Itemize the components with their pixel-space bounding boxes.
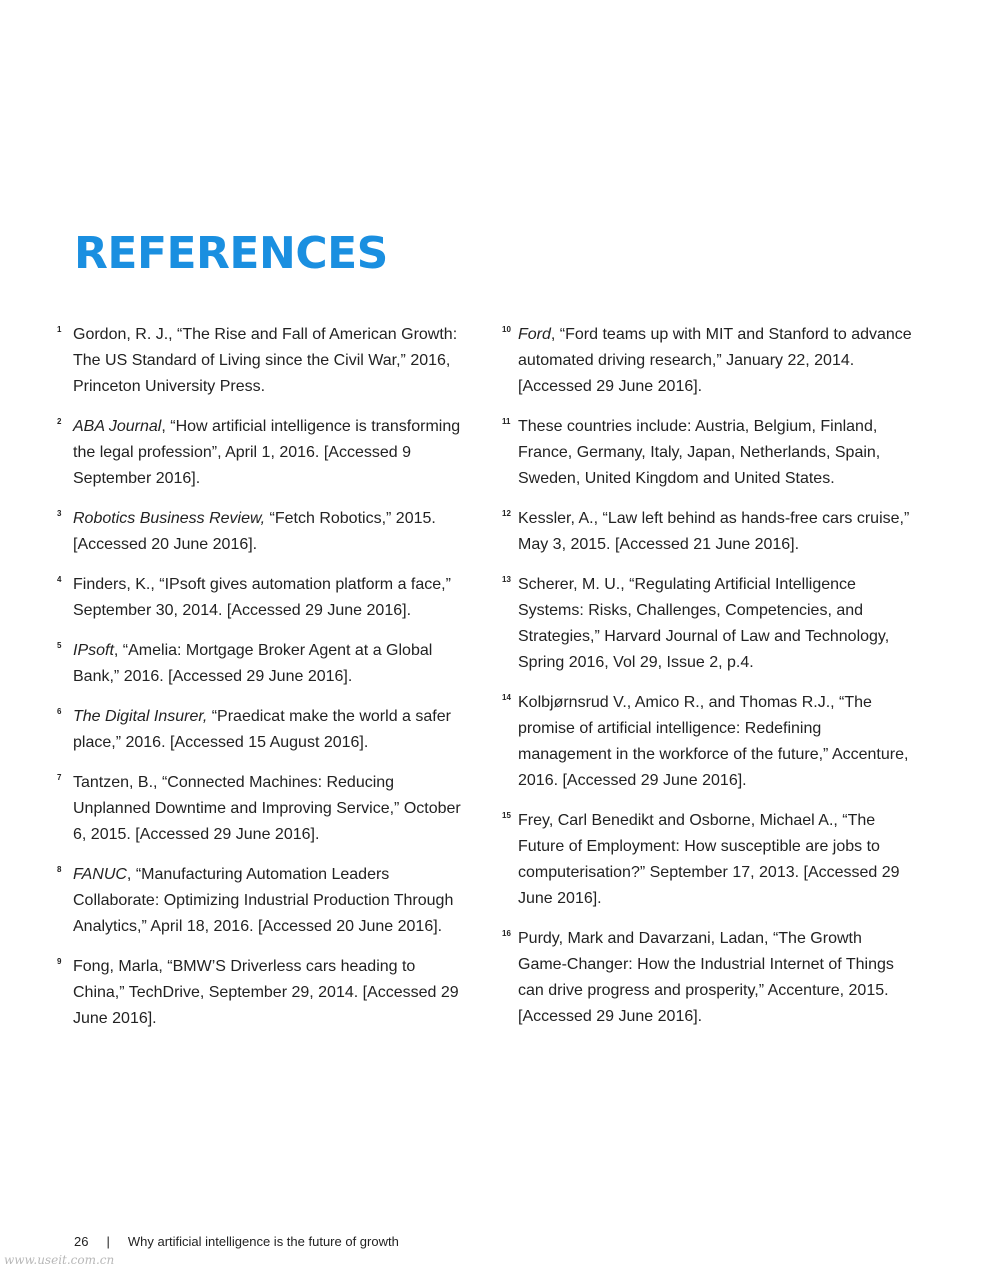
reference-number: 6 bbox=[57, 707, 62, 716]
reference-number: 16 bbox=[502, 929, 511, 938]
reference-text: Purdy, Mark and Davarzani, Ladan, “The Growth Game-Changer: How the Industrial Internet of Things can drive progress and prosperity,” Accenture, 2015. [Accessed 29 June 2016]. bbox=[518, 930, 894, 1025]
reference-number: 13 bbox=[502, 575, 511, 584]
reference-item bbox=[57, 572, 467, 624]
reference-number: 2 bbox=[57, 417, 62, 426]
reference-item bbox=[502, 690, 912, 794]
watermark: www.useit.com.cn bbox=[4, 1253, 115, 1267]
reference-text: Fong, Marla, “BMW’S Driverless cars heading to China,” TechDrive, September 29, 2014. [Accessed 29 June 2016]. bbox=[73, 958, 459, 1027]
reference-item bbox=[57, 638, 467, 690]
reference-item bbox=[57, 954, 467, 1032]
reference-number: 14 bbox=[502, 693, 511, 702]
reference-item bbox=[502, 926, 912, 1030]
reference-item bbox=[57, 770, 467, 848]
reference-item bbox=[57, 414, 467, 492]
reference-number: 11 bbox=[502, 417, 511, 426]
reference-text: Scherer, M. U., “Regulating Artificial Intelligence Systems: Risks, Challenges, Competencies, and Strategies,” Harvard Journal of Law and Technology, Spring 2016, Vol 29, Issue 2, p.4. bbox=[518, 576, 890, 671]
reference-text: These countries include: Austria, Belgium, Finland, France, Germany, Italy, Japan, Netherlands, Spain, Sweden, United Kingdom and United States. bbox=[518, 418, 881, 487]
reference-item bbox=[502, 572, 912, 676]
reference-text: Kolbjørnsrud V., Amico R., and Thomas R.J., “The promise of artificial intelligence: Redefining management in the workforce of the future,” Accenture, 2016. [Accessed 29 June 2016]. bbox=[518, 694, 909, 789]
reference-text: , “Amelia: Mortgage Broker Agent at a Global Bank,” 2016. [Accessed 29 June 2016]. bbox=[73, 642, 433, 685]
references-column-right bbox=[502, 322, 912, 1044]
reference-source: The Digital Insurer, bbox=[73, 708, 208, 725]
page-footer bbox=[74, 1234, 399, 1249]
reference-number: 9 bbox=[57, 957, 62, 966]
reference-item bbox=[502, 322, 912, 400]
reference-text: “Praedicat make the world a safer place,” 2016. [Accessed 15 August 2016]. bbox=[73, 708, 451, 751]
page-title: REFERENCES bbox=[74, 228, 388, 279]
reference-number: 4 bbox=[57, 575, 62, 584]
reference-item bbox=[57, 704, 467, 756]
reference-source: FANUC bbox=[73, 866, 127, 883]
reference-source: ABA Journal bbox=[73, 418, 162, 435]
reference-number: 10 bbox=[502, 325, 511, 334]
reference-text: Tantzen, B., “Connected Machines: Reducing Unplanned Downtime and Improving Service,” October 6, 2015. [Accessed 29 June 2016]. bbox=[73, 774, 461, 843]
reference-text: Frey, Carl Benedikt and Osborne, Michael A., “The Future of Employment: How susceptible are jobs to computerisation?” September 17, 2013. [Accessed 29 June 2016]. bbox=[518, 812, 900, 907]
reference-text: Gordon, R. J., “The Rise and Fall of American Growth: The US Standard of Living since the Civil War,” 2016, Princeton University Press. bbox=[73, 326, 458, 395]
reference-number: 1 bbox=[57, 325, 62, 334]
reference-number: 8 bbox=[57, 865, 62, 874]
reference-text: “Fetch Robotics,” 2015. [Accessed 20 June 2016]. bbox=[73, 510, 436, 553]
reference-item bbox=[502, 506, 912, 558]
reference-number: 3 bbox=[57, 509, 62, 518]
reference-text: Kessler, A., “Law left behind as hands-free cars cruise,” May 3, 2015. [Accessed 21 June 2016]. bbox=[518, 510, 910, 553]
reference-number: 5 bbox=[57, 641, 62, 650]
reference-text: , “Ford teams up with MIT and Stanford to advance automated driving research,” January 22, 2014. [Accessed 29 June 2016]. bbox=[518, 326, 912, 395]
reference-number: 12 bbox=[502, 509, 511, 518]
reference-text: Finders, K., “IPsoft gives automation platform a face,” September 30, 2014. [Accessed 29 June 2016]. bbox=[73, 576, 451, 619]
reference-number: 7 bbox=[57, 773, 62, 782]
references-column-left bbox=[57, 322, 467, 1046]
reference-item bbox=[57, 506, 467, 558]
reference-source: Ford bbox=[518, 326, 551, 343]
reference-source: IPsoft bbox=[73, 642, 114, 659]
reference-item bbox=[57, 322, 467, 400]
page-number: 26 bbox=[74, 1234, 89, 1249]
reference-item bbox=[502, 414, 912, 492]
footer-separator: | bbox=[106, 1234, 110, 1249]
reference-item bbox=[57, 862, 467, 940]
reference-source: Robotics Business Review, bbox=[73, 510, 266, 527]
footer-title: Why artificial intelligence is the future of growth bbox=[127, 1234, 399, 1249]
reference-number: 15 bbox=[502, 811, 511, 820]
reference-item bbox=[502, 808, 912, 912]
reference-text: , “How artificial intelligence is transforming the legal profession”, April 1, 2016. [Accessed 9 September 2016]. bbox=[73, 418, 461, 487]
reference-text: , “Manufacturing Automation Leaders Collaborate: Optimizing Industrial Production Through Analytics,” April 18, 2016. [Accessed 20 June 2016]. bbox=[73, 866, 454, 935]
